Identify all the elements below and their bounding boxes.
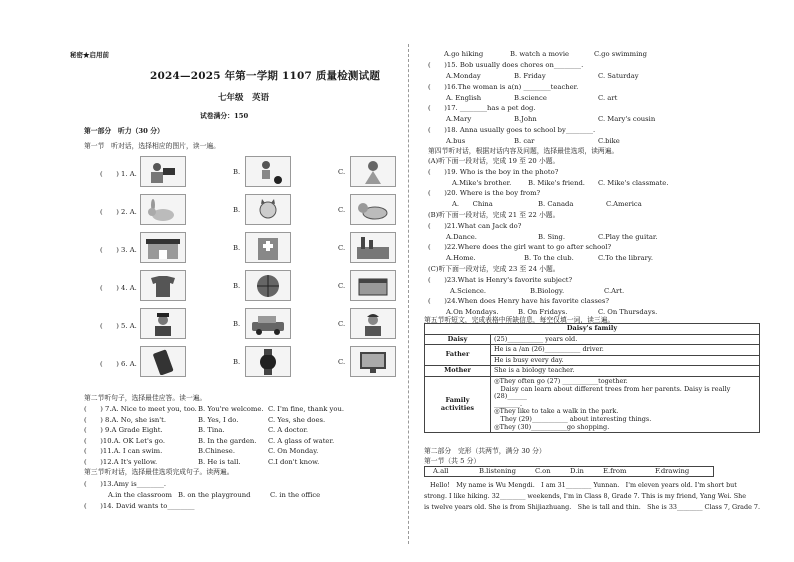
question-number: ( ) 2. A.: [100, 208, 137, 216]
tv-icon[interactable]: [350, 346, 396, 377]
car-icon[interactable]: [245, 308, 291, 339]
option-b: B.John: [514, 115, 537, 123]
question-stem-option-a: ( )11.A. I can swim.: [84, 447, 163, 455]
option-b: B. Mike's friend.: [528, 179, 585, 187]
option-b: B. Tina.: [198, 426, 225, 434]
option-c: C.I don't know.: [268, 457, 320, 466]
question-number: ( ) 4. A.: [100, 284, 137, 292]
question-stem-option-a: ( )10.A. OK Let's go.: [84, 436, 166, 445]
cat-icon[interactable]: [245, 194, 291, 225]
option-b-label: B.: [233, 206, 241, 214]
basketball-icon[interactable]: [245, 270, 291, 301]
option-c-label: C.: [338, 244, 346, 252]
q21-stem: ( )21.What can Jack do?: [428, 222, 522, 230]
q19-stem: ( )19. Who is the boy in the photo?: [428, 168, 559, 176]
word-option: F.drawing: [655, 467, 690, 475]
word-option: D.in: [570, 467, 584, 475]
section3-heading: 第三节听对话，选择最佳选项完成句子。读两遍。: [84, 468, 234, 476]
option-b: B. Sing.: [538, 233, 566, 241]
activities-cell: [491, 376, 760, 432]
option-c: C. Saturday: [598, 72, 639, 80]
q18-stem: ( )18. Anna usually goes to school by________.: [428, 126, 596, 134]
mother-text: She is a biology teacher.: [491, 366, 760, 377]
option-c-label: C.: [338, 168, 346, 176]
hospital-icon[interactable]: [245, 232, 291, 263]
option-b: B. To the club.: [524, 254, 574, 262]
girl-icon[interactable]: [350, 156, 396, 187]
activity-line: ◎They like to take a walk in the park.: [494, 407, 619, 416]
daisy-text: (25)___________ years old.: [491, 334, 760, 345]
q23-stem: ( )23.What is Henry's favorite subject?: [428, 276, 573, 284]
word-bank: [424, 466, 714, 477]
passage-line: Hello! My name is Wu Mengdi. I am 31________ Yunnan. I'm eleven years old. I'm short but: [430, 481, 737, 489]
activities-label: Family activities: [425, 376, 491, 432]
option-c: C.Art.: [604, 287, 625, 295]
picture-question-row: [100, 194, 390, 228]
q14-stem: ( )14. David wants to________: [84, 502, 195, 510]
q16-stem: ( )16.The woman is a(n) ________teacher.: [428, 83, 579, 91]
option-c: C. A glass of water.: [268, 436, 335, 445]
worker-icon[interactable]: [350, 308, 396, 339]
picture-question-row: [100, 156, 390, 190]
part2-section1-heading: 第一节（共 5 分）: [424, 457, 481, 465]
option-c: C. Yes, she does.: [268, 415, 326, 424]
option-a: A.On Mondays.: [446, 308, 499, 316]
question-number: ( ) 3. A.: [100, 246, 137, 254]
option-c-label: C.: [338, 358, 346, 366]
activity-line: Daisy can learn about different trees from her parents. Daisy is really (28)______: [494, 384, 731, 401]
question-stem-option-a: ( ) 9.A Grade Eight.: [84, 426, 163, 434]
mother-label: Mother: [425, 366, 491, 377]
factory-icon[interactable]: [350, 232, 396, 263]
option-c: C.To the library.: [598, 254, 654, 262]
word-option: E.from: [603, 467, 627, 475]
picture-question-row: [100, 308, 390, 342]
option-b: B. Yes, I do.: [198, 415, 239, 424]
option-b: B. Canada: [538, 200, 574, 208]
option-b-label: B.: [233, 282, 241, 290]
option-c: C. Mike's classmate.: [598, 179, 669, 187]
phone-icon[interactable]: [140, 346, 186, 377]
q17-stem: ( )17. ________has a pet dog.: [428, 104, 536, 112]
option-c-label: C.: [338, 320, 346, 328]
q22-stem: ( )22.Where does the girl want to go after school?: [428, 243, 612, 251]
father-label: Father: [425, 345, 491, 366]
section4-heading: 第四节听对话，根据对话内容及问题，选择最佳选项，读两遍。: [428, 147, 619, 155]
q24-stem: ( )24.When does Henry have his favorite classes?: [428, 297, 609, 305]
option-c: C. art: [598, 94, 618, 102]
father-text-2: He is busy every day.: [491, 355, 760, 366]
activity-line: They (29)___________ about interesting things.: [494, 414, 652, 423]
option-b-label: B.: [233, 244, 241, 252]
word-option: C.on: [535, 467, 551, 475]
column-divider: [408, 44, 409, 544]
page-title: 2024—2025 年第一学期 1107 质量检测试题: [150, 70, 381, 82]
option-b: B.Biology.: [530, 287, 565, 295]
secret-label: 秘密★启用前: [70, 51, 109, 59]
passage-line: is twelve years old. She is from Shijiazhuang. She is tall and thin. She is 33________ Class 7, Grade 7.: [424, 503, 760, 511]
section2-heading: 第二节听句子，选择最佳应答。读一遍。: [84, 394, 207, 402]
picture-question-row: [100, 270, 390, 304]
question-number: ( ) 1. A.: [100, 170, 137, 178]
option-c: C. A doctor.: [268, 426, 309, 434]
part2-heading: 第二部分 完形（共两节，满分 30 分）: [424, 447, 546, 455]
option-a: A.bus: [446, 137, 466, 145]
box-icon[interactable]: [350, 270, 396, 301]
option-a: A.Science.: [450, 287, 487, 295]
page-subtitle: 七年级 英语: [218, 93, 270, 103]
option-a: A.Dance.: [446, 233, 477, 241]
picture-question-row: [100, 232, 390, 266]
option-b-label: B.: [233, 320, 241, 328]
option-b: B.science: [514, 94, 547, 102]
watch-icon[interactable]: [245, 346, 291, 377]
rabbit-icon[interactable]: [140, 194, 186, 225]
picture-question-row: [100, 346, 390, 380]
option-c: C.America: [606, 200, 642, 208]
q13-option-b: B. on the playground: [178, 491, 251, 499]
table-caption: Daisy's family: [425, 324, 760, 335]
q20-stem: ( )20. Where is the boy from?: [428, 189, 541, 197]
option-a: A. English: [446, 94, 482, 102]
question-number: ( ) 5. A.: [100, 322, 137, 330]
option-c-label: C.: [338, 206, 346, 214]
word-option: A.all: [433, 467, 449, 475]
option-b: B. car: [514, 137, 535, 145]
policeman-icon[interactable]: [140, 308, 186, 339]
section4a-heading: (A)听下面一段对话，完成 19 至 20 小题。: [428, 157, 560, 165]
activity-line: ◎They (30)___________go shopping.: [494, 422, 610, 431]
score-label: 试卷满分：150: [200, 112, 249, 120]
option-a: A.Mary: [446, 115, 472, 123]
option-c: C. Mary's cousin: [598, 115, 656, 123]
option-c: C. On Thursdays.: [598, 308, 658, 316]
q13-stem: ( )13.Amy is________.: [84, 480, 167, 488]
section1-heading: 第一节 听对话，选择相应的图片，读一遍。: [84, 142, 220, 150]
word-option: B.listening: [479, 467, 517, 475]
tshirt-icon[interactable]: [140, 270, 186, 301]
option-a: A.Mike's brother.: [452, 179, 512, 187]
question-stem-option-a: ( )12.A It's yellow.: [84, 457, 158, 466]
option-c: C.go swimming: [594, 50, 647, 58]
part1-heading: 第一部分 听力（30 分）: [84, 127, 164, 135]
option-c-label: C.: [338, 282, 346, 290]
question-stem-option-a: ( ) 7.A. Nice to meet you, too.: [84, 405, 197, 413]
option-b-label: B.: [233, 168, 241, 176]
section5-heading: 第五节听短文，完成表格中所缺信息，每空仅填一词，读三遍。: [424, 316, 615, 324]
store-icon[interactable]: [140, 232, 186, 263]
daisy-label: Daisy: [425, 334, 491, 345]
q13-option-c: C. in the office: [270, 491, 321, 499]
option-b: B. You're welcome.: [198, 405, 264, 413]
option-c: C. I'm fine, thank you.: [268, 405, 344, 413]
camera-man-icon[interactable]: [140, 156, 186, 187]
option-b: B. In the garden.: [198, 436, 257, 445]
q15-stem: ( )15. Bob usually does chores on________.: [428, 61, 584, 69]
option-b: B.Chinese.: [198, 447, 235, 455]
option-b: B. Friday: [514, 72, 546, 80]
boy-football-icon[interactable]: [245, 156, 291, 187]
option-a: A.go hiking: [444, 50, 484, 58]
option-b: B. On Fridays.: [518, 308, 568, 316]
question-stem-option-a: ( ) 8.A. No, she isn't.: [84, 415, 166, 424]
father-text-1: He is a /an (26)___________ driver.: [491, 345, 760, 356]
option-b: B. He is tall.: [198, 457, 241, 466]
option-a: A.Monday: [446, 72, 481, 80]
option-c: C.Play the guitar.: [598, 233, 658, 241]
dog-icon[interactable]: [350, 194, 396, 225]
question-number: ( ) 6. A.: [100, 360, 137, 368]
daisy-family-table: [424, 323, 760, 433]
option-c: C. On Monday.: [268, 447, 319, 455]
option-b-label: B.: [233, 358, 241, 366]
option-a: A.Home.: [446, 254, 476, 262]
option-b: B. watch a movie: [510, 50, 570, 58]
activity-line: ◎They often go (27) ___________together.: [494, 376, 628, 385]
activity-line: ________.: [494, 399, 523, 408]
section4b-heading: (B)听下面一段对话，完成 21 至 22 小题。: [428, 211, 560, 219]
option-a: A. China: [452, 200, 493, 208]
q13-option-a: A.in the classroom: [108, 491, 172, 499]
section4c-heading: (C)听下面一段对话，完成 23 至 24 小题。: [428, 265, 560, 273]
passage-line: strong. I like hiking. 32________ weekends, I'm in Class 8, Grade 7. This is my friend, Yang Wei. She: [424, 492, 746, 500]
option-c: C.bike: [598, 137, 620, 145]
